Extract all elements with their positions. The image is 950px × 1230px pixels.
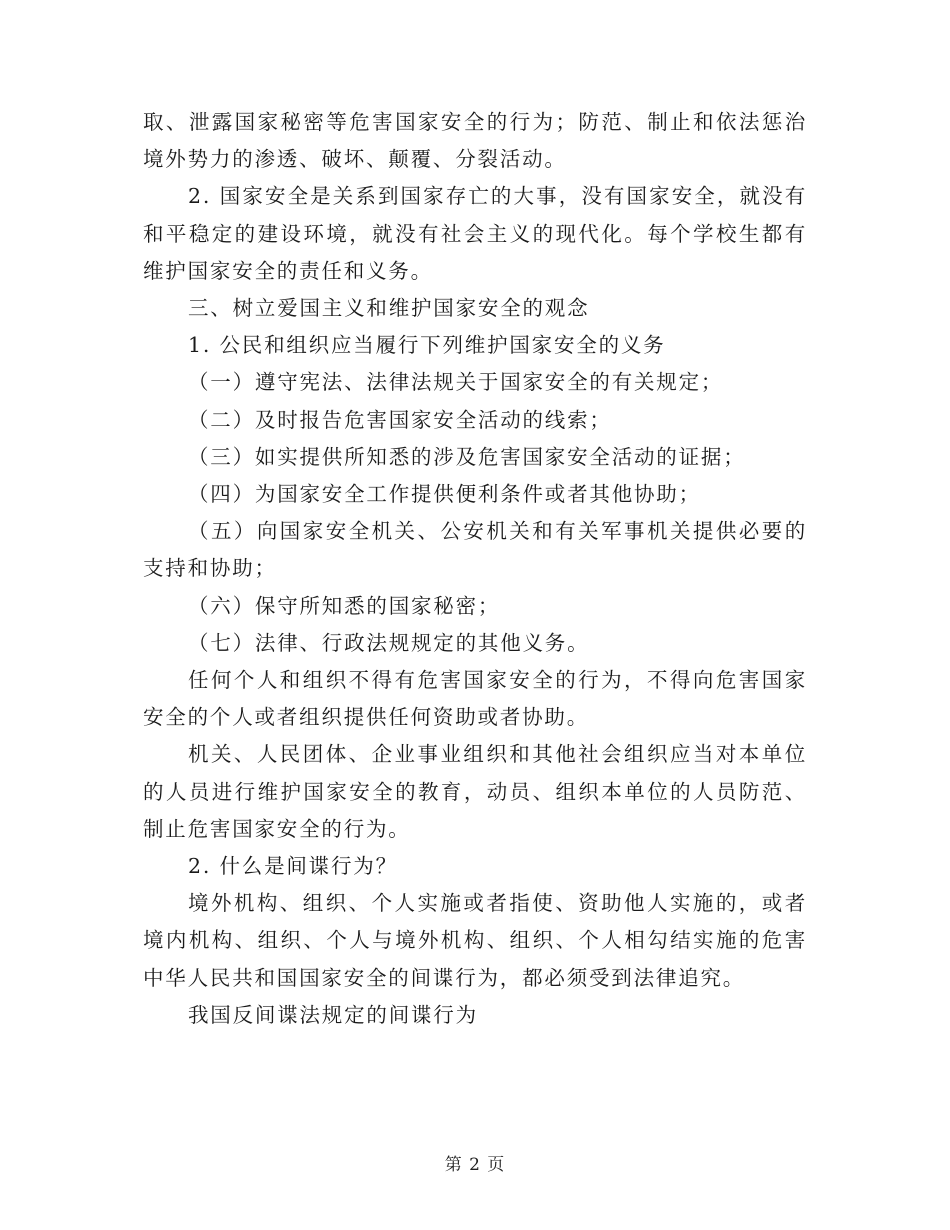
page-number: 第 2 页 (444, 1155, 506, 1175)
subsection-heading: 2. 什么是间谍行为？ (188, 854, 398, 879)
list-item: （二）及时报告危害国家安全活动的线索； (188, 407, 612, 432)
paragraph: 取、泄露国家秘密等危害国家安全的行为；防范、制止和依法惩治境外势力的渗透、破坏、颠覆、分裂活动。 (143, 110, 807, 172)
paragraph: 2. 国家安全是关系到国家存亡的大事，没有国家安全，就没有和平稳定的建设环境，就没有社会主义的现代化。每个学校生都有维护国家安全的责任和义务。 (143, 184, 807, 283)
list-item: （一）遵守宪法、法律法规关于国家安全的有关规定； (188, 370, 724, 395)
list-item: （三）如实提供所知悉的涉及危害国家安全活动的证据； (188, 444, 746, 469)
section-heading: 三、树立爱国主义和维护国家安全的观念 (188, 296, 590, 321)
subsection-heading: 1. 公民和组织应当履行下列维护国家安全的义务 (188, 333, 666, 358)
paragraph: 我国反间谍法规定的间谍行为 (188, 1002, 478, 1027)
paragraph: 境外机构、组织、个人实施或者指使、资助他人实施的，或者境内机构、组织、个人与境外机构、组织、个人相勾结实施的危害中华人民共和国国家安全的间谍行为，都必须受到法律追究。 (143, 891, 807, 990)
list-item: （七）法律、行政法规规定的其他义务。 (188, 630, 590, 655)
paragraph: 任何个人和组织不得有危害国家安全的行为，不得向危害国家安全的个人或者组织提供任何资助或者协助。 (143, 668, 807, 730)
list-item: （四）为国家安全工作提供便利条件或者其他协助； (188, 482, 701, 507)
document-body (143, 104, 807, 1034)
list-item: （六）保守所知悉的国家秘密； (188, 593, 501, 618)
paragraph: 机关、人民团体、企业事业组织和其他社会组织应当对本单位的人员进行维护国家安全的教育，动员、组织本单位的人员防范、制止危害国家安全的行为。 (143, 742, 807, 841)
list-item: （五）向国家安全机关、公安机关和有关军事机关提供必要的支持和协助； (143, 519, 807, 581)
